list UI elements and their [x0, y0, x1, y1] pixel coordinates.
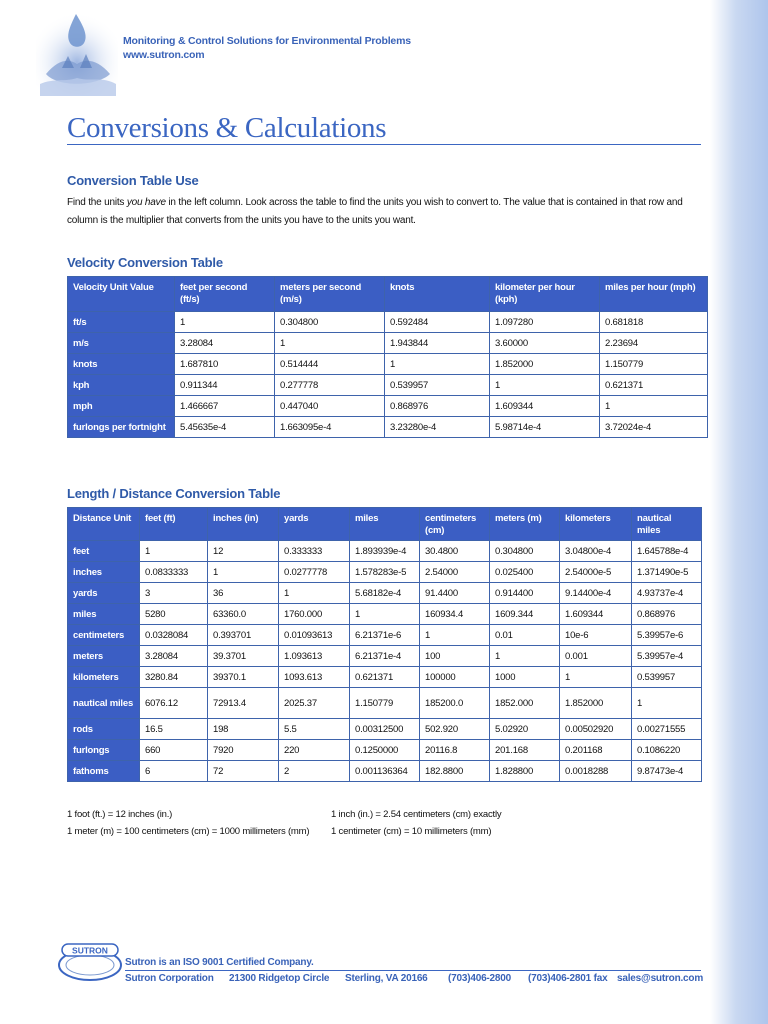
value-cell: 1852.000 [490, 688, 560, 719]
value-cell: 1609.344 [490, 604, 560, 625]
value-cell: 1.097280 [490, 312, 600, 333]
row-label-cell: inches [68, 562, 140, 583]
velocity-header-cell: feet per second (ft/s) [175, 277, 275, 312]
value-cell: 6.21371e-6 [350, 625, 420, 646]
table-row [68, 646, 702, 667]
value-cell: 1.687810 [175, 354, 275, 375]
row-label-cell: nautical miles [68, 688, 140, 719]
note-cm-mm: 1 centimeter (cm) = 10 millimeters (mm) [331, 826, 492, 837]
value-cell: 182.8800 [420, 761, 490, 782]
value-cell: 30.4800 [420, 541, 490, 562]
table-row [68, 375, 708, 396]
row-label-cell: m/s [68, 333, 175, 354]
value-cell: 1 [175, 312, 275, 333]
value-cell: 0.914400 [490, 583, 560, 604]
value-cell: 0.01093613 [279, 625, 350, 646]
table-row [68, 583, 702, 604]
table-row [68, 396, 708, 417]
value-cell: 0.539957 [385, 375, 490, 396]
value-cell: 72 [208, 761, 279, 782]
value-cell: 1.852000 [490, 354, 600, 375]
table-row [68, 562, 702, 583]
value-cell: 0.001136364 [350, 761, 420, 782]
value-cell: 0.304800 [275, 312, 385, 333]
value-cell: 6 [140, 761, 208, 782]
value-cell: 3280.84 [140, 667, 208, 688]
header-tagline: Monitoring & Control Solutions for Environmental Problems [123, 35, 411, 47]
value-cell: 9.14400e-4 [560, 583, 632, 604]
row-label-cell: furlongs per fortnight [68, 417, 175, 438]
row-label-cell: rods [68, 719, 140, 740]
value-cell: 100000 [420, 667, 490, 688]
table-row [68, 667, 702, 688]
length-header-cell: inches (in) [208, 508, 279, 541]
row-label-cell: meters [68, 646, 140, 667]
value-cell: 3 [140, 583, 208, 604]
value-cell: 91.4400 [420, 583, 490, 604]
value-cell: 0.621371 [600, 375, 708, 396]
length-header-row [68, 508, 702, 541]
footer-divider [125, 970, 701, 971]
row-label-cell: kilometers [68, 667, 140, 688]
table-row [68, 625, 702, 646]
value-cell: 16.5 [140, 719, 208, 740]
value-cell: 5.98714e-4 [490, 417, 600, 438]
velocity-header-cell: miles per hour (mph) [600, 277, 708, 312]
table-row [68, 761, 702, 782]
value-cell: 5.5 [279, 719, 350, 740]
footer-company: Sutron Corporation [125, 973, 214, 984]
table-row [68, 312, 708, 333]
value-cell: 36 [208, 583, 279, 604]
velocity-header-row [68, 277, 708, 312]
value-cell: 20116.8 [420, 740, 490, 761]
footer-fax: (703)406-2801 fax [528, 973, 608, 984]
value-cell: 1.371490e-5 [632, 562, 702, 583]
value-cell: 198 [208, 719, 279, 740]
length-header-cell: feet (ft) [140, 508, 208, 541]
sidebar-gradient-stripe [710, 0, 768, 1024]
value-cell: 0.393701 [208, 625, 279, 646]
footer-email-link[interactable]: sales@sutron.com [617, 973, 704, 984]
value-cell: 12 [208, 541, 279, 562]
title-divider [67, 144, 701, 145]
note-inch-cm: 1 inch (in.) = 2.54 centimeters (cm) exactly [331, 809, 502, 820]
certification-text: Sutron is an ISO 9001 Certified Company. [125, 957, 314, 968]
value-cell: 0.621371 [350, 667, 420, 688]
value-cell: 0.0018288 [560, 761, 632, 782]
value-cell: 1 [275, 333, 385, 354]
value-cell: 1.150779 [350, 688, 420, 719]
row-label-cell: furlongs [68, 740, 140, 761]
value-cell: 1.828800 [490, 761, 560, 782]
value-cell: 1.893939e-4 [350, 541, 420, 562]
value-cell: 0.01 [490, 625, 560, 646]
value-cell: 1.150779 [600, 354, 708, 375]
value-cell: 0.025400 [490, 562, 560, 583]
value-cell: 1.609344 [490, 396, 600, 417]
value-cell: 0.201168 [560, 740, 632, 761]
value-cell: 185200.0 [420, 688, 490, 719]
value-cell: 1 [350, 604, 420, 625]
value-cell: 7920 [208, 740, 279, 761]
value-cell: 100 [420, 646, 490, 667]
value-cell: 1 [385, 354, 490, 375]
value-cell: 0.0277778 [279, 562, 350, 583]
length-header-cell: nautical miles [632, 508, 702, 541]
value-cell: 72913.4 [208, 688, 279, 719]
value-cell: 5280 [140, 604, 208, 625]
row-label-cell: fathoms [68, 761, 140, 782]
length-table-heading: Length / Distance Conversion Table [67, 486, 281, 501]
footer-address: 21300 Ridgetop Circle [229, 973, 330, 984]
usage-text-before: Find the units [67, 197, 127, 208]
value-cell: 1.093613 [279, 646, 350, 667]
value-cell: 3.72024e-4 [600, 417, 708, 438]
value-cell: 0.868976 [632, 604, 702, 625]
value-cell: 3.28084 [140, 646, 208, 667]
table-row [68, 719, 702, 740]
value-cell: 0.868976 [385, 396, 490, 417]
row-label-cell: ft/s [68, 312, 175, 333]
value-cell: 160934.4 [420, 604, 490, 625]
value-cell: 0.277778 [275, 375, 385, 396]
value-cell: 502.920 [420, 719, 490, 740]
table-row [68, 740, 702, 761]
row-label-cell: yards [68, 583, 140, 604]
value-cell: 0.0328084 [140, 625, 208, 646]
value-cell: 2.54000 [420, 562, 490, 583]
value-cell: 1 [560, 667, 632, 688]
value-cell: 5.68182e-4 [350, 583, 420, 604]
value-cell: 1 [140, 541, 208, 562]
row-label-cell: feet [68, 541, 140, 562]
value-cell: 5.45635e-4 [175, 417, 275, 438]
length-header-cell: meters (m) [490, 508, 560, 541]
value-cell: 0.592484 [385, 312, 490, 333]
value-cell: 1760.000 [279, 604, 350, 625]
length-header-cell: kilometers [560, 508, 632, 541]
usage-text-after: in the left column. Look across the table to find the units you wish to convert to. The value that is contained in that row and column is the multiplier that converts from the units you have to the units you want. [67, 197, 683, 226]
value-cell: 2.23694 [600, 333, 708, 354]
logo-text: SUTRON [72, 945, 108, 956]
sutron-logo-icon [56, 941, 124, 983]
velocity-header-cell: Velocity Unit Value [68, 277, 175, 312]
page-title: Conversions & Calculations [67, 112, 387, 144]
note-foot-inches: 1 foot (ft.) = 12 inches (in.) [67, 809, 173, 820]
value-cell: 0.539957 [632, 667, 702, 688]
value-cell: 0.1086220 [632, 740, 702, 761]
velocity-table-heading: Velocity Conversion Table [67, 255, 223, 270]
value-cell: 1 [279, 583, 350, 604]
value-cell: 2025.37 [279, 688, 350, 719]
value-cell: 1 [632, 688, 702, 719]
value-cell: 0.911344 [175, 375, 275, 396]
length-conversion-table [67, 507, 702, 782]
value-cell: 1.943844 [385, 333, 490, 354]
usage-heading: Conversion Table Use [67, 173, 199, 188]
value-cell: 0.001 [560, 646, 632, 667]
table-row [68, 333, 708, 354]
row-label-cell: miles [68, 604, 140, 625]
value-cell: 6076.12 [140, 688, 208, 719]
value-cell: 39370.1 [208, 667, 279, 688]
table-row [68, 354, 708, 375]
value-cell: 39.3701 [208, 646, 279, 667]
note-meter-cm: 1 meter (m) = 100 centimeters (cm) = 1000 millimeters (mm) [67, 826, 310, 837]
value-cell: 1000 [490, 667, 560, 688]
table-row [68, 688, 702, 719]
value-cell: 0.00271555 [632, 719, 702, 740]
length-header-cell: yards [279, 508, 350, 541]
table-row [68, 417, 708, 438]
value-cell: 2 [279, 761, 350, 782]
value-cell: 0.514444 [275, 354, 385, 375]
value-cell: 3.60000 [490, 333, 600, 354]
value-cell: 1 [490, 646, 560, 667]
value-cell: 5.39957e-6 [632, 625, 702, 646]
header-website-link[interactable]: www.sutron.com [123, 49, 205, 61]
value-cell: 0.00312500 [350, 719, 420, 740]
velocity-header-cell: kilometer per hour (kph) [490, 277, 600, 312]
length-header-cell: miles [350, 508, 420, 541]
usage-text-emphasis: you have [126, 197, 166, 208]
usage-paragraph [67, 194, 707, 230]
length-header-cell: centimeters (cm) [420, 508, 490, 541]
row-label-cell: mph [68, 396, 175, 417]
value-cell: 1.663095e-4 [275, 417, 385, 438]
value-cell: 0.0833333 [140, 562, 208, 583]
value-cell: 660 [140, 740, 208, 761]
row-label-cell: centimeters [68, 625, 140, 646]
velocity-header-cell: knots [385, 277, 490, 312]
value-cell: 63360.0 [208, 604, 279, 625]
value-cell: 1.852000 [560, 688, 632, 719]
value-cell: 3.28084 [175, 333, 275, 354]
value-cell: 0.681818 [600, 312, 708, 333]
header-tagline-block [123, 34, 411, 62]
length-header-cell: Distance Unit [68, 508, 140, 541]
value-cell: 9.87473e-4 [632, 761, 702, 782]
row-label-cell: kph [68, 375, 175, 396]
water-splash-logo-icon [36, 12, 118, 96]
value-cell: 1.609344 [560, 604, 632, 625]
footer-city: Sterling, VA 20166 [345, 973, 428, 984]
velocity-conversion-table [67, 276, 708, 438]
value-cell: 6.21371e-4 [350, 646, 420, 667]
value-cell: 201.168 [490, 740, 560, 761]
value-cell: 4.93737e-4 [632, 583, 702, 604]
value-cell: 1 [208, 562, 279, 583]
value-cell: 0.447040 [275, 396, 385, 417]
value-cell: 1.578283e-5 [350, 562, 420, 583]
value-cell: 220 [279, 740, 350, 761]
footer-phone: (703)406-2800 [448, 973, 512, 984]
value-cell: 0.333333 [279, 541, 350, 562]
value-cell: 5.02920 [490, 719, 560, 740]
value-cell: 0.304800 [490, 541, 560, 562]
velocity-header-cell: meters per second (m/s) [275, 277, 385, 312]
value-cell: 1 [600, 396, 708, 417]
value-cell: 1 [420, 625, 490, 646]
table-row [68, 541, 702, 562]
value-cell: 2.54000e-5 [560, 562, 632, 583]
row-label-cell: knots [68, 354, 175, 375]
value-cell: 5.39957e-4 [632, 646, 702, 667]
table-row [68, 604, 702, 625]
value-cell: 1.645788e-4 [632, 541, 702, 562]
value-cell: 1 [490, 375, 600, 396]
value-cell: 3.04800e-4 [560, 541, 632, 562]
value-cell: 0.1250000 [350, 740, 420, 761]
value-cell: 0.00502920 [560, 719, 632, 740]
value-cell: 10e-6 [560, 625, 632, 646]
value-cell: 1093.613 [279, 667, 350, 688]
value-cell: 3.23280e-4 [385, 417, 490, 438]
value-cell: 1.466667 [175, 396, 275, 417]
